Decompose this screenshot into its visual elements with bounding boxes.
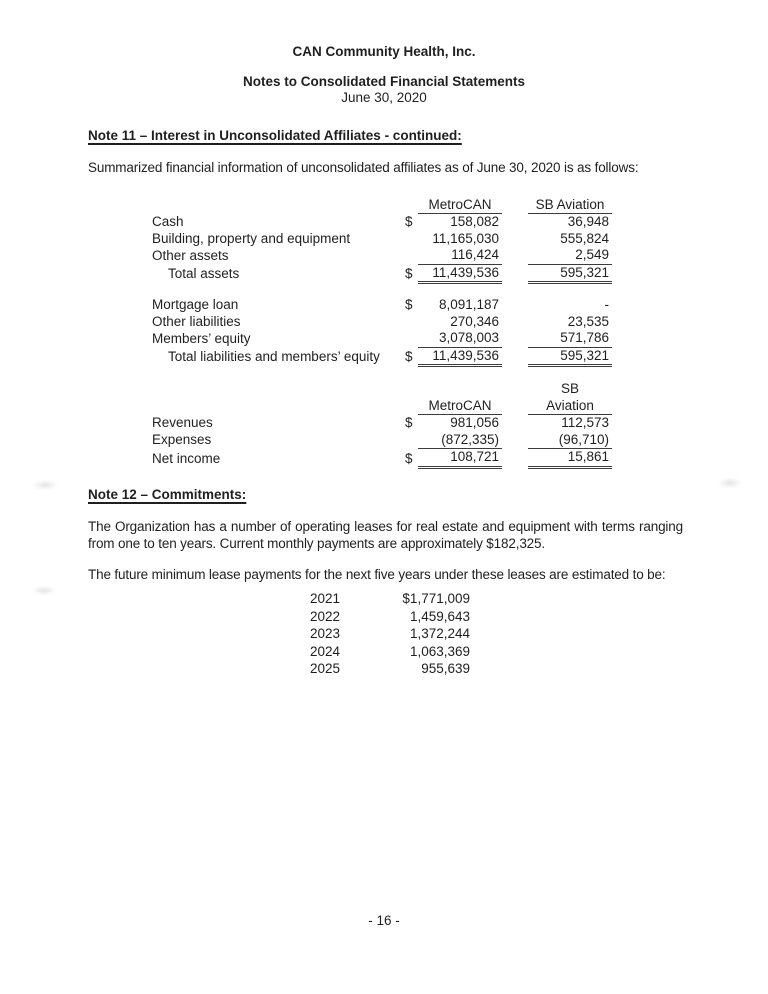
sb-aviation-value: 571,786 <box>528 330 612 347</box>
table-row <box>152 214 612 231</box>
spacer <box>405 381 418 398</box>
lease-amount: 955,639 <box>421 661 470 677</box>
document-title: Notes to Consolidated Financial Statements <box>242 74 526 89</box>
scan-artifact <box>718 478 742 488</box>
row-label: Building, property and equipment <box>152 230 351 246</box>
spacer <box>502 398 528 415</box>
spacer <box>405 398 418 415</box>
spacer <box>152 197 405 214</box>
lease-row <box>310 608 470 626</box>
table-header-row <box>152 398 612 415</box>
metrocan-value: 8,091,187 <box>438 297 499 313</box>
organization-name: CAN Community Health, Inc. <box>292 44 476 59</box>
lease-year: 2021 <box>310 591 341 607</box>
dollar-sign <box>405 231 418 248</box>
note12-heading: Note 12 – Commitments: <box>88 486 247 502</box>
lease-row <box>310 590 470 608</box>
lease-year: 2025 <box>310 661 341 677</box>
metrocan-value: 116,424 <box>418 247 502 264</box>
column-header-sb: SB <box>560 381 579 397</box>
metrocan-value: 3,078,003 <box>418 330 502 347</box>
scan-artifact <box>32 480 58 490</box>
lease-amount: 1,372,244 <box>409 626 470 642</box>
sb-aviation-value: 555,824 <box>560 230 609 246</box>
table-row <box>152 314 612 331</box>
table-header-row <box>152 197 612 214</box>
dollar-sign: $ <box>405 349 413 365</box>
assets-table <box>152 197 612 285</box>
sb-aviation-value: (96,710) <box>528 432 612 449</box>
row-label: Mortgage loan <box>152 297 239 313</box>
spacer <box>502 197 528 214</box>
sb-aviation-value: 36,948 <box>567 214 609 230</box>
document-header <box>0 0 768 106</box>
spacer <box>502 449 528 467</box>
spacer <box>502 347 528 366</box>
lease-amount: $1,771,009 <box>402 591 470 607</box>
lease-year: 2024 <box>310 643 341 659</box>
lease-schedule <box>310 590 470 678</box>
column-header-aviation: Aviation <box>528 398 612 415</box>
dollar-sign <box>405 314 418 331</box>
column-header-metrocan: MetroCAN <box>418 398 502 415</box>
spacer <box>502 432 528 449</box>
table-row-total <box>152 264 612 283</box>
note12-paragraph-1: The Organization has a number of operating leases for real estate and equipment with terms ranging from one to ten years. Current monthly payments are approximately $182,325. <box>88 518 683 551</box>
table-row <box>152 415 612 432</box>
table-row <box>152 297 612 314</box>
note11-heading: Note 11 – Interest in Unconsolidated Affiliates - continued: <box>88 128 462 143</box>
income-table <box>152 381 612 469</box>
table-row <box>152 432 612 449</box>
dollar-sign <box>405 432 418 449</box>
spacer <box>418 381 502 398</box>
spacer <box>152 398 405 415</box>
spacer <box>405 197 418 214</box>
spacer <box>502 381 528 398</box>
metrocan-value: 108,721 <box>418 449 502 467</box>
dollar-sign: $ <box>405 415 413 431</box>
lease-row <box>310 643 470 661</box>
liabilities-table <box>152 297 612 367</box>
table-row <box>152 330 612 347</box>
spacer <box>502 415 528 432</box>
dollar-sign: $ <box>405 297 413 313</box>
dollar-sign <box>405 330 418 347</box>
spacer <box>502 247 528 264</box>
spacer <box>502 214 528 231</box>
metrocan-value: (872,335) <box>418 432 502 449</box>
metrocan-value: 270,346 <box>450 313 499 329</box>
lease-year: 2023 <box>310 626 341 642</box>
spacer <box>502 231 528 248</box>
row-label: Members’ equity <box>152 330 251 346</box>
spacer <box>502 330 528 347</box>
metrocan-value: 158,082 <box>450 214 499 230</box>
row-label: Expenses <box>152 432 212 448</box>
page-number: - 16 - <box>368 913 400 928</box>
sb-aviation-value: - <box>604 297 609 313</box>
table-row-total <box>152 347 612 366</box>
dollar-sign: $ <box>405 266 413 282</box>
spacer <box>502 297 528 314</box>
metrocan-value: 11,439,536 <box>418 264 502 283</box>
row-label: Other liabilities <box>152 313 241 329</box>
spacer <box>502 264 528 283</box>
sb-aviation-value: 2,549 <box>528 247 612 264</box>
note11-intro: Summarized financial information of unconsolidated affiliates as of June 30, 2020 is as follows: <box>88 160 639 175</box>
table-row <box>152 247 612 264</box>
table-row <box>152 231 612 248</box>
lease-amount: 1,459,643 <box>409 608 470 624</box>
document-date: June 30, 2020 <box>341 90 427 105</box>
dollar-sign <box>405 247 418 264</box>
dollar-sign: $ <box>405 450 413 466</box>
column-header-metrocan: MetroCAN <box>418 197 502 214</box>
row-label: Net income <box>152 450 221 466</box>
column-header-sb-aviation: SB Aviation <box>528 197 612 214</box>
row-label: Cash <box>152 214 184 230</box>
metrocan-value: 11,165,030 <box>432 230 499 246</box>
row-label: Total assets <box>168 266 240 282</box>
lease-row <box>310 625 470 643</box>
spacer <box>502 314 528 331</box>
spacer <box>152 381 405 398</box>
row-label: Revenues <box>152 415 213 431</box>
lease-row <box>310 660 470 678</box>
table-row-total <box>152 449 612 467</box>
row-label: Other assets <box>152 247 229 263</box>
sb-aviation-value: 23,535 <box>567 313 609 329</box>
row-label: Total liabilities and members’ equity <box>168 349 380 365</box>
lease-year: 2022 <box>310 608 341 624</box>
dollar-sign: $ <box>405 214 413 230</box>
metrocan-value: 981,056 <box>450 415 499 431</box>
scan-artifact <box>32 586 56 595</box>
sb-aviation-value: 595,321 <box>528 347 612 366</box>
sb-aviation-value: 15,861 <box>528 449 612 467</box>
sb-aviation-value: 595,321 <box>528 264 612 283</box>
sb-aviation-value: 112,573 <box>561 415 609 431</box>
lease-amount: 1,063,369 <box>409 643 470 659</box>
metrocan-value: 11,439,536 <box>418 347 502 366</box>
table-header-row <box>152 381 612 398</box>
note12-paragraph-2: The future minimum lease payments for the next five years under these leases are estimated to be: <box>88 567 666 583</box>
